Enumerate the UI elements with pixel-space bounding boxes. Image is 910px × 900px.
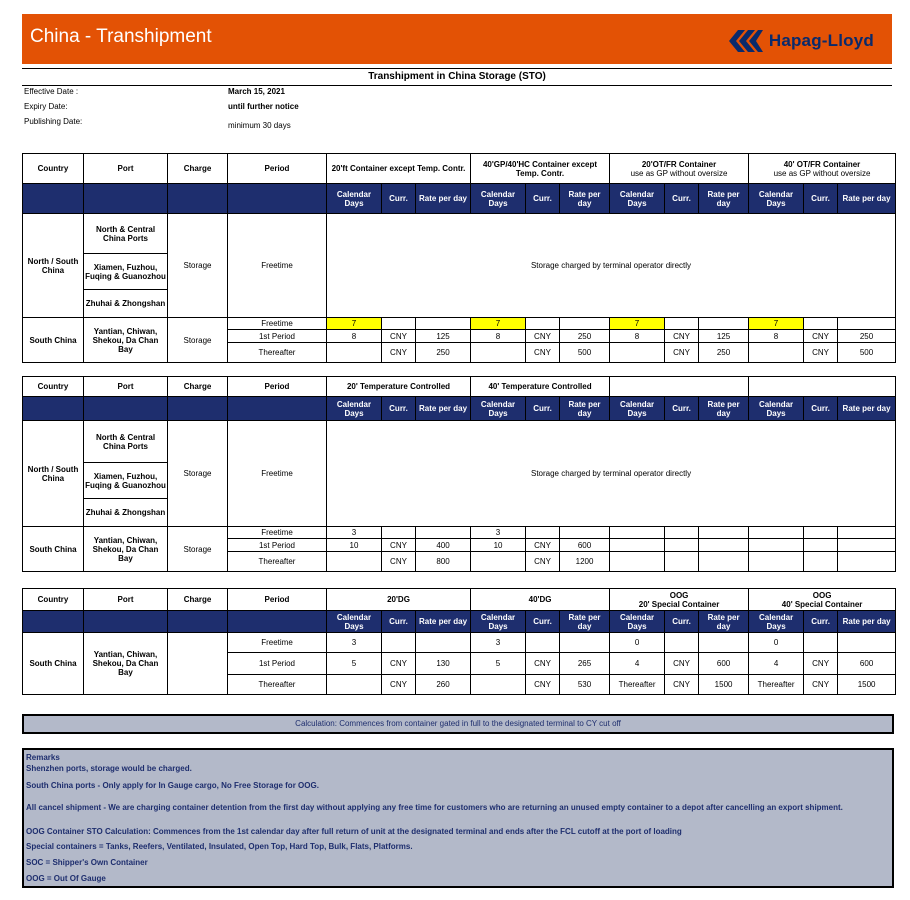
period-first: 1st Period <box>228 653 327 675</box>
rate-cell: 260 <box>416 675 471 695</box>
curr-cell: CNY <box>665 653 699 675</box>
curr-cell: CNY <box>382 552 416 572</box>
section-title: Transhipment in China Storage (STO) <box>22 68 892 86</box>
days-cell: 4 <box>610 653 665 675</box>
sub-rate: Rate per day <box>699 611 749 633</box>
days-cell: 10 <box>327 539 382 552</box>
sub-curr: Curr. <box>526 397 560 421</box>
sub-rate: Rate per day <box>838 184 896 214</box>
sub-cal-days: Calendar Days <box>749 397 804 421</box>
period-thereafter: Thereafter <box>228 675 327 695</box>
free-days: 3 <box>471 527 526 539</box>
remark-line: Special containers = Tanks, Reefers, Ventilated, Insulated, Open Top, Hard Top, Bulk, Flats, Platforms. <box>26 842 413 851</box>
calculation-note: Calculation: Commences from container gated in full to the designated terminal to CY cut off <box>22 714 894 734</box>
port-cell: Yantian, Chiwan, Shekou, Da Chan Bay <box>84 318 168 363</box>
remarks-box <box>22 748 894 888</box>
remark-line: Shenzhen ports, storage would be charged. <box>26 764 192 773</box>
expiry-date-label: Expiry Date: <box>24 102 68 111</box>
terminal-note: Storage charged by terminal operator directly <box>327 214 896 318</box>
col-country: Country <box>23 154 84 184</box>
sub-curr: Curr. <box>665 397 699 421</box>
sub-rate: Rate per day <box>838 611 896 633</box>
rate-cell: 125 <box>416 330 471 343</box>
sub-rate: Rate per day <box>560 397 610 421</box>
curr-cell: CNY <box>804 653 838 675</box>
sub-curr: Curr. <box>804 611 838 633</box>
rate-cell: 600 <box>838 653 896 675</box>
rate-cell: 125 <box>699 330 749 343</box>
col-charge: Charge <box>168 589 228 611</box>
curr-cell: CNY <box>526 330 560 343</box>
sub-curr: Curr. <box>665 611 699 633</box>
sub-cal-days: Calendar Days <box>327 397 382 421</box>
curr-cell: CNY <box>526 552 560 572</box>
storage-table-standard <box>22 153 896 363</box>
curr-cell: CNY <box>526 653 560 675</box>
free-days: 0 <box>749 633 804 653</box>
period-thereafter: Thereafter <box>228 343 327 363</box>
sub-rate: Rate per day <box>699 184 749 214</box>
sub-cal-days: Calendar Days <box>610 397 665 421</box>
days-cell: 4 <box>749 653 804 675</box>
period-freetime: Freetime <box>228 318 327 330</box>
effective-date-label: Effective Date : <box>24 87 79 96</box>
group-20dg: 20'DG <box>327 589 471 611</box>
sub-cal-days: Calendar Days <box>327 184 382 214</box>
rate-cell: 1500 <box>699 675 749 695</box>
period-first: 1st Period <box>228 330 327 343</box>
free-days: 0 <box>610 633 665 653</box>
sub-curr: Curr. <box>526 184 560 214</box>
rate-cell: 265 <box>560 653 610 675</box>
period-freetime: Freetime <box>228 527 327 539</box>
col-charge: Charge <box>168 377 228 397</box>
storage-table-dg-oog <box>22 588 896 695</box>
curr-cell: CNY <box>382 653 416 675</box>
publishing-date-value: minimum 30 days <box>228 121 291 130</box>
rate-cell: 130 <box>416 653 471 675</box>
rate-cell: 250 <box>416 343 471 363</box>
free-days: 7 <box>749 318 804 330</box>
rate-cell: 1500 <box>838 675 896 695</box>
group-subtitle: use as GP without oversize <box>630 168 728 178</box>
sub-rate: Rate per day <box>560 184 610 214</box>
group-40oog <box>749 589 896 611</box>
page-header <box>22 14 892 64</box>
sub-rate: Rate per day <box>416 184 471 214</box>
rate-cell: 600 <box>560 539 610 552</box>
days-cell: Thereafter <box>610 675 665 695</box>
curr-cell: CNY <box>382 343 416 363</box>
days-cell: 5 <box>327 653 382 675</box>
rate-cell: 250 <box>838 330 896 343</box>
group-40dg: 40'DG <box>471 589 610 611</box>
curr-cell: CNY <box>382 330 416 343</box>
sub-curr: Curr. <box>804 397 838 421</box>
period-first: 1st Period <box>228 539 327 552</box>
group-20oog <box>610 589 749 611</box>
remark-line: All cancel shipment - We are charging container detention from the first day without applying any free time for customers who are returning an unused empty container to a depot after cancelling an export shipment. <box>26 803 843 812</box>
rate-cell: 600 <box>699 653 749 675</box>
curr-cell: CNY <box>526 539 560 552</box>
days-cell: 8 <box>327 330 382 343</box>
rate-cell: 250 <box>560 330 610 343</box>
period-freetime: Freetime <box>228 633 327 653</box>
remark-line: OOG Container STO Calculation: Commences from the 1st calendar day after full return of unit at the designated terminal and ends after the FCL cutoff at the port of loading <box>26 827 682 836</box>
remarks-title: Remarks <box>26 753 60 762</box>
sub-curr: Curr. <box>804 184 838 214</box>
port-cell: Yantian, Chiwan, Shekou, Da Chan Bay <box>84 633 168 695</box>
sub-curr: Curr. <box>526 611 560 633</box>
rate-cell: 250 <box>699 343 749 363</box>
days-cell: 8 <box>471 330 526 343</box>
col-country: Country <box>23 377 84 397</box>
expiry-date-value: until further notice <box>228 102 299 111</box>
rate-cell: 1200 <box>560 552 610 572</box>
brand-name: Hapag-Lloyd <box>768 31 874 50</box>
sub-cal-days: Calendar Days <box>610 611 665 633</box>
country-cell: North / South China <box>23 421 84 527</box>
charge-cell: Storage <box>168 421 228 527</box>
charge-cell: Storage <box>168 214 228 318</box>
rate-cell: 500 <box>560 343 610 363</box>
country-cell: South China <box>23 633 84 695</box>
days-cell: 8 <box>749 330 804 343</box>
rate-cell: 500 <box>838 343 896 363</box>
group-title: OOG <box>812 590 832 600</box>
group-40otfr <box>749 154 896 184</box>
port-cell: North & Central China Ports <box>84 214 168 254</box>
group-title: OOG <box>669 590 689 600</box>
sub-curr: Curr. <box>665 184 699 214</box>
days-cell: 10 <box>471 539 526 552</box>
sub-curr: Curr. <box>382 184 416 214</box>
period-thereafter: Thereafter <box>228 552 327 572</box>
days-cell: 5 <box>471 653 526 675</box>
free-days: 3 <box>471 633 526 653</box>
group-40temp: 40' Temperature Controlled <box>471 377 610 397</box>
sub-cal-days: Calendar Days <box>471 184 526 214</box>
sub-cal-days: Calendar Days <box>749 184 804 214</box>
group-subtitle: 20' Special Container <box>638 599 720 609</box>
group-20ft: 20'ft Container except Temp. Contr. <box>327 154 471 184</box>
group-title: 20'OT/FR Container <box>641 159 717 169</box>
period-cell: Freetime <box>228 421 327 527</box>
port-cell: Yantian, Chiwan, Shekou, Da Chan Bay <box>84 527 168 572</box>
curr-cell: CNY <box>804 675 838 695</box>
sub-rate: Rate per day <box>416 397 471 421</box>
brand-logo <box>729 30 874 52</box>
col-port: Port <box>84 589 168 611</box>
port-cell: Zhuhai & Zhongshan <box>84 290 168 318</box>
country-cell: South China <box>23 527 84 572</box>
sub-curr: Curr. <box>382 611 416 633</box>
curr-cell: CNY <box>804 330 838 343</box>
sub-cal-days: Calendar Days <box>749 611 804 633</box>
group-20otfr <box>610 154 749 184</box>
port-cell: North & Central China Ports <box>84 421 168 463</box>
sub-cal-days: Calendar Days <box>471 611 526 633</box>
col-charge: Charge <box>168 154 228 184</box>
sub-cal-days: Calendar Days <box>471 397 526 421</box>
charge-cell: Storage <box>168 318 228 363</box>
curr-cell: CNY <box>665 675 699 695</box>
days-cell: Thereafter <box>749 675 804 695</box>
publishing-date-label: Publishing Date: <box>24 117 83 126</box>
port-cell: Xiamen, Fuzhou, Fuqing & Guanozhou <box>84 254 168 290</box>
curr-cell: CNY <box>382 539 416 552</box>
col-port: Port <box>84 377 168 397</box>
rate-cell: 800 <box>416 552 471 572</box>
col-country: Country <box>23 589 84 611</box>
group-subtitle: 40' Special Container <box>781 599 863 609</box>
rate-cell: 530 <box>560 675 610 695</box>
sub-cal-days: Calendar Days <box>610 184 665 214</box>
group-title: 40' OT/FR Container <box>783 159 861 169</box>
days-cell: 8 <box>610 330 665 343</box>
free-days: 7 <box>610 318 665 330</box>
col-period: Period <box>228 377 327 397</box>
free-days: 3 <box>327 633 382 653</box>
sub-curr: Curr. <box>382 397 416 421</box>
storage-table-temperature <box>22 376 896 572</box>
free-days: 3 <box>327 527 382 539</box>
hapag-lloyd-logo-icon <box>729 30 763 52</box>
free-days: 7 <box>471 318 526 330</box>
curr-cell: CNY <box>526 343 560 363</box>
remark-line: SOC = Shipper's Own Container <box>26 858 148 867</box>
remark-line: South China ports - Only apply for In Gauge cargo, No Free Storage for OOG. <box>26 781 319 790</box>
port-cell: Xiamen, Fuzhou, Fuqing & Guanozhou <box>84 463 168 499</box>
group-20temp: 20' Temperature Controlled <box>327 377 471 397</box>
col-period: Period <box>228 589 327 611</box>
sub-cal-days: Calendar Days <box>327 611 382 633</box>
sub-rate: Rate per day <box>560 611 610 633</box>
curr-cell: CNY <box>665 330 699 343</box>
curr-cell: CNY <box>665 343 699 363</box>
sub-rate: Rate per day <box>416 611 471 633</box>
country-cell: South China <box>23 318 84 363</box>
rate-cell: 400 <box>416 539 471 552</box>
free-days: 7 <box>327 318 382 330</box>
port-cell: Zhuhai & Zhongshan <box>84 499 168 527</box>
country-cell: North / South China <box>23 214 84 318</box>
page-title: China - Transhipment <box>30 26 212 47</box>
sub-rate: Rate per day <box>838 397 896 421</box>
group-subtitle: use as GP without oversize <box>773 168 871 178</box>
remark-line: OOG = Out Of Gauge <box>26 874 106 883</box>
period-cell: Freetime <box>228 214 327 318</box>
terminal-note: Storage charged by terminal operator directly <box>327 421 896 527</box>
effective-date-value: March 15, 2021 <box>228 87 285 96</box>
curr-cell: CNY <box>526 675 560 695</box>
curr-cell: CNY <box>804 343 838 363</box>
sub-rate: Rate per day <box>699 397 749 421</box>
col-port: Port <box>84 154 168 184</box>
group-40gp: 40'GP/40'HC Container except Temp. Contr. <box>471 154 610 184</box>
charge-cell: Storage <box>168 527 228 572</box>
curr-cell: CNY <box>382 675 416 695</box>
col-period: Period <box>228 154 327 184</box>
